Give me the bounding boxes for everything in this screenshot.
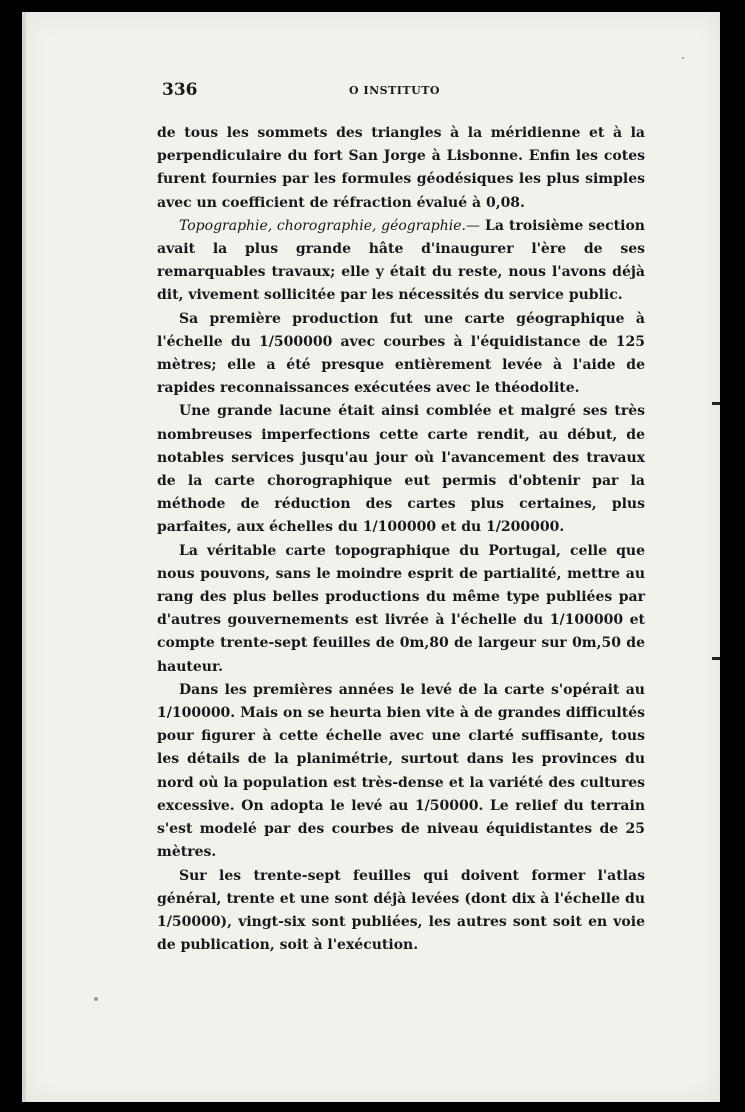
paragraph-6: Dans les premières années le levé de la carte s'opérait au 1/100000. Mais on se heurta bien vite à de grandes difficultés pour figurer à cette échelle avec une clarté suffisante, tous les détails de la planimétrie, surtout dans les provinces du nord où la population est très-dense et la variété des cultures excessive. On adopta le levé au 1/50000. Le relief du terrain s'est modelé par des courbes de niveau équidistantes de 25 mètres. (157, 681, 645, 861)
margin-mark (712, 657, 720, 660)
paragraph-7: Sur les trente-sept feuilles qui doivent former l'atlas général, trente et une sont déjà levées (dont dix à l'échelle du 1/50000), vingt-six sont publiées, les autres sont soit en voie de publication, soit à l'exécution. (157, 867, 645, 954)
paragraph-2 (157, 215, 645, 308)
section-heading: Topographie, chorographie, géographie.— (179, 217, 480, 234)
paragraph-2-text: La troisième section avait la plus grande hâte d'inaugurer l'ère de ses remarquables travaux; elle y était du reste, nous l'avons déjà dit, vivement sollicitée par les nécessités du service public. (157, 217, 645, 304)
page-edge (22, 12, 26, 1102)
page-number: 336 (162, 80, 198, 100)
paper-speck (682, 57, 684, 59)
page-header (162, 80, 627, 104)
paragraph-5: La véritable carte topographique du Portugal, celle que nous pouvons, sans le moindre esprit de partialité, mettre au rang des plus belles productions du même type publiées par d'autres gouvernements est livrée à l'échelle du 1/100000 et compte trente-sept feuilles de 0m,80 de largeur sur 0m,50 de hauteur. (157, 542, 645, 675)
book-page (22, 12, 720, 1102)
margin-mark (712, 402, 720, 405)
paragraph-1: de tous les sommets des triangles à la méridienne et à la perpendiculaire du fort San Jorge à Lisbonne. Enfin les cotes furent fournies par les formules géodésiques les plus simples avec un coefficient de réfraction évalué à 0,08. (157, 125, 645, 211)
running-head: O INSTITUTO (349, 84, 440, 97)
body-text (157, 122, 645, 957)
paper-speck (94, 997, 98, 1001)
paragraph-3: Sa première production fut une carte géographique à l'échelle du 1/500000 avec courbes à l'équidistance de 125 mètres; elle a été presque entièrement levée à l'aide de rapides reconnaissances exécutées avec le théodolite. (157, 310, 645, 397)
paragraph-4: Une grande lacune était ainsi comblée et malgré ses très nombreuses imperfections cette carte rendit, au début, de notables services jusqu'au jour où l'avancement des travaux de la carte chorographique eut permis d'obtenir par la méthode de réduction des cartes plus certaines, plus parfaites, aux échelles du 1/100000 et du 1/200000. (157, 403, 645, 536)
